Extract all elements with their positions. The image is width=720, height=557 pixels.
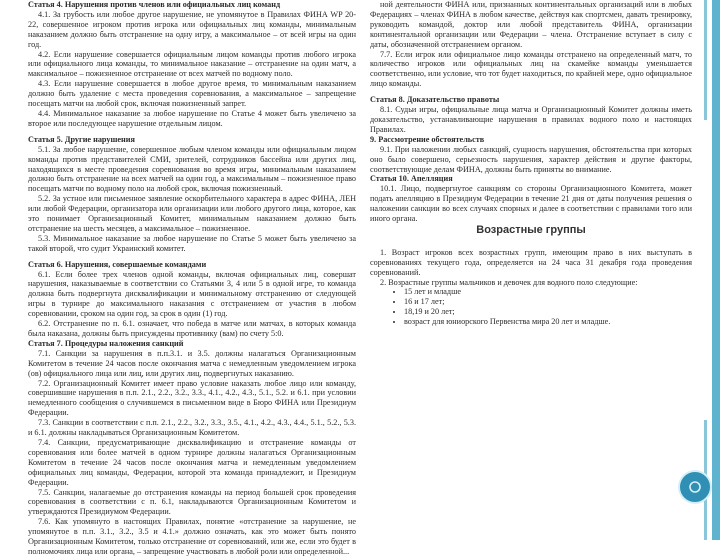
paragraph: 7.1. Санкции за нарушения в п.п.3.1. и 3.5. должны налагаться Организационным Комитетом в течение 24 часов после окончания матча с немедленным уведомлением игрока (ов) официального лица или лиц, или других лиц, подвергнутых наказанию. xyxy=(28,348,356,378)
paragraph: 1. Возраст игроков всех возрастных групп, имеющим право в них выступать в соревнованиях текущего года, определяется на 24 часа 31 декабря года проведения соревнований. xyxy=(370,247,692,277)
paragraph: 7.7. Если игрок или официальное лицо команды отстранено на определенный матч, то количество игроков или официальных лиц на скамейке команды уменьшается соответственно, или условие, что тот будет находиться, по крайней мере, одно официальное лицо команды. xyxy=(370,49,693,89)
right-column xyxy=(370,0,692,327)
paragraph: 7.2. Организационный Комитет имеет право условие наказать любое лицо или команду, совершившие нарушения в п.п. 2.1., 2.2., 3.2., 3.3., 4.1., 4.2., 4.3., 5.1., 5.2. и 6.1. при условии немедленного сообщения о случившемся в письменном виде в Бюро ФИНА или Президиум Федерации. xyxy=(28,378,356,418)
paragraph: 4.2. Если нарушение совершается официальным лицом команды против любого игрока или официального лица команды, то минимальное наказание – отстранение на один матч, а максимальное – пожизненное отстранение от всех матчей по водному поло. xyxy=(28,49,356,79)
circle-icon xyxy=(687,479,703,495)
paragraph: 10.1. Лицо, подвергнутое санкциям со стороны Организационного Комитета, может подать апелляцию в Президиум Федерации в течение 21 дня от даты получения решения о наложении санкции во всех случаях спорных и далее в соответствии с правилами того или иного органа. xyxy=(370,184,692,224)
left-column xyxy=(28,0,356,557)
paragraph: 2. Возрастные группы мальчиков и девочек для водного поло следующие: xyxy=(380,277,638,287)
slide-nav-button[interactable] xyxy=(678,470,712,504)
paragraph: 5.2. За устное или письменное заявление оскорбительного характера в адрес ФИНА, ЛЕН или любой Федерации, организатора или организации или любого другого лица, которое, как это понимает Организационный Комитет, минимальным наказанием должно быть отстранение на шесть месяцев, а максимальное – пожизненное. xyxy=(28,194,356,233)
article-heading: Статья 8. Доказательство правоты xyxy=(370,95,500,105)
paragraph: 5.1. За любое нарушение, совершенное любым членом команды или официальным лицом команды против представителей СМИ, зрителей, сотрудников бассейна или других лиц, находящихся в месте проведения соревнования во время игры, минимальным наказанием должно быть отстранение на всех матчей на один год, а максимальным – пожизненное право посещать матчи по водному поло на любой срок, включая пожизненный. xyxy=(28,144,356,194)
article-heading: Статья 5. Другие нарушения xyxy=(28,134,135,144)
age-group-item: • 16 и 17 лет; xyxy=(404,297,692,307)
decorative-stripe-top xyxy=(704,0,707,120)
age-group-item: • 18,19 и 20 лет; xyxy=(404,307,692,317)
decorative-side-stripe xyxy=(712,0,720,540)
paragraph: 8.1. Судьи игры, официальные лица матча и Организационный Комитет должны иметь доказательство, устанавливающие нарушения в правилах водного поло и настоящих Правилах. xyxy=(370,105,692,134)
paragraph: 6.2. Отстранение по п. 6.1. означает, что победа в матче или матчах, в которых команда была наказана, должны быть присуждены противнику (вам) по счету 5:0. xyxy=(28,319,356,338)
paragraph: 7.5. Санкции, налагаемые до отстранения команды на период большей срок проведения соревнования в соответствии с п. 6.1, накладываются Организационным Комитетом и утверждаются Президиумом Федерации. xyxy=(28,487,356,517)
section-title: Возрастные группы xyxy=(476,223,586,236)
paragraph: 5.3. Минимальное наказание за любое нарушение по Статье 5 может быть увеличено за такой второй, что судит Украинский комитет. xyxy=(28,233,356,253)
article-heading: Статья 10. Апелляция xyxy=(370,174,453,184)
paragraph: 7.4. Санкции, предусматривающие дисквалификацию и отстранение команды от соревнования или более матчей в одном турнире должны налагаться Организационным Комитетом в течение 24 часов после окончания матча и немедленным уведомлением официальных лиц команды, Федерации, которой эта команда принадлежит, и Президиум Федерации. xyxy=(28,437,356,487)
article-heading: Статья 6. Нарушения, совершаемые командами xyxy=(28,259,207,269)
paragraph: 9.1. При наложении любых санкций, сущность нарушения, обстоятельства при которых оно было совершено, серьезность нарушения, характер действия и другие факторы, соответствующие делам ФИНА, должны быть приняты во внимание. xyxy=(370,144,692,174)
age-group-item: • 15 лет и младше xyxy=(404,287,692,297)
paragraph: 7.6. Как упомянуто в настоящих Правилах, понятие «отстранение за нарушение, не упомянутое в п.п. 3.1., 3.2., 3.5 и 4.1.» должно означать, как это может быть понято Организационным Комитетом, только отстранение от соревнований, или же, если это будет в полномочиях лица или органа, – запрещение участвовать в любой роли или определенной... xyxy=(28,517,356,556)
age-group-item: • возраст для юниорского Первенства мира 20 лет и младше. xyxy=(404,317,692,327)
paragraph: 4.3. Если нарушение совершается в любое другое время, то минимальным наказанием должно быть удаление с места проведения соревнования, а максимальное – запрещение посещать матчи на любой срок, включая пожизненный запрет. xyxy=(28,79,356,109)
paragraph: 4.4. Минимальное наказание за любое нарушение по Статье 4 может быть увеличено за второе или последующее нарушение отдельным лицом. xyxy=(28,108,356,128)
paragraph: 6.1. Если более трех членов одной команды, включая официальных лиц, совершат нарушения, наказываемые в соответствии со Статьями 3, 4 или 5 в одной игре, то команда должна быть подвергнута дисквалификации и минимальному отстранению от следующей игры в турнире до максимального наказания с отстранением от участия в любом соревновании, сроком на один год, за срок в один (1) год. xyxy=(28,269,356,319)
age-group-list xyxy=(370,287,692,327)
article-heading: Статья 4. Нарушения против членов или официальных лиц команд xyxy=(28,0,281,9)
paragraph: 7.3. Санкции в соответствии с п.п. 2.1., 2.2., 3.2., 3.3., 3.5., 4.1., 4.2., 4.3., 4.4., 5.1., 5.2., 5.3. и 6.1. должны накладываться Организационным Комитетом. xyxy=(28,418,356,438)
paragraph: ной деятельности ФИНА или, признанных континентальных организаций или в любых Федерациях – членах ФИНА в любом качестве, действуя как спортсмен, давать тренировку, руководить командой, доктор или любой представитель ФИНА, организации континентальной организации или Федерации – члена. Отстранение вступает в силу с даты, обозначенной отстранением органом. xyxy=(370,0,692,49)
article-heading: 9. Рассмотрение обстоятельств xyxy=(370,134,485,144)
article-heading: Статья 7. Процедуры наложения санкций xyxy=(28,338,184,348)
paragraph: 4.1. За грубость или любое другое нарушение, не упомянутое в Правилах ФИНА WP 20-22, совершенное игроком против игрока или официальных лиц команды, минимальным наказанием должно быть отстранение на одну игру, а максимальное – от всей игры на один год. xyxy=(28,9,356,49)
